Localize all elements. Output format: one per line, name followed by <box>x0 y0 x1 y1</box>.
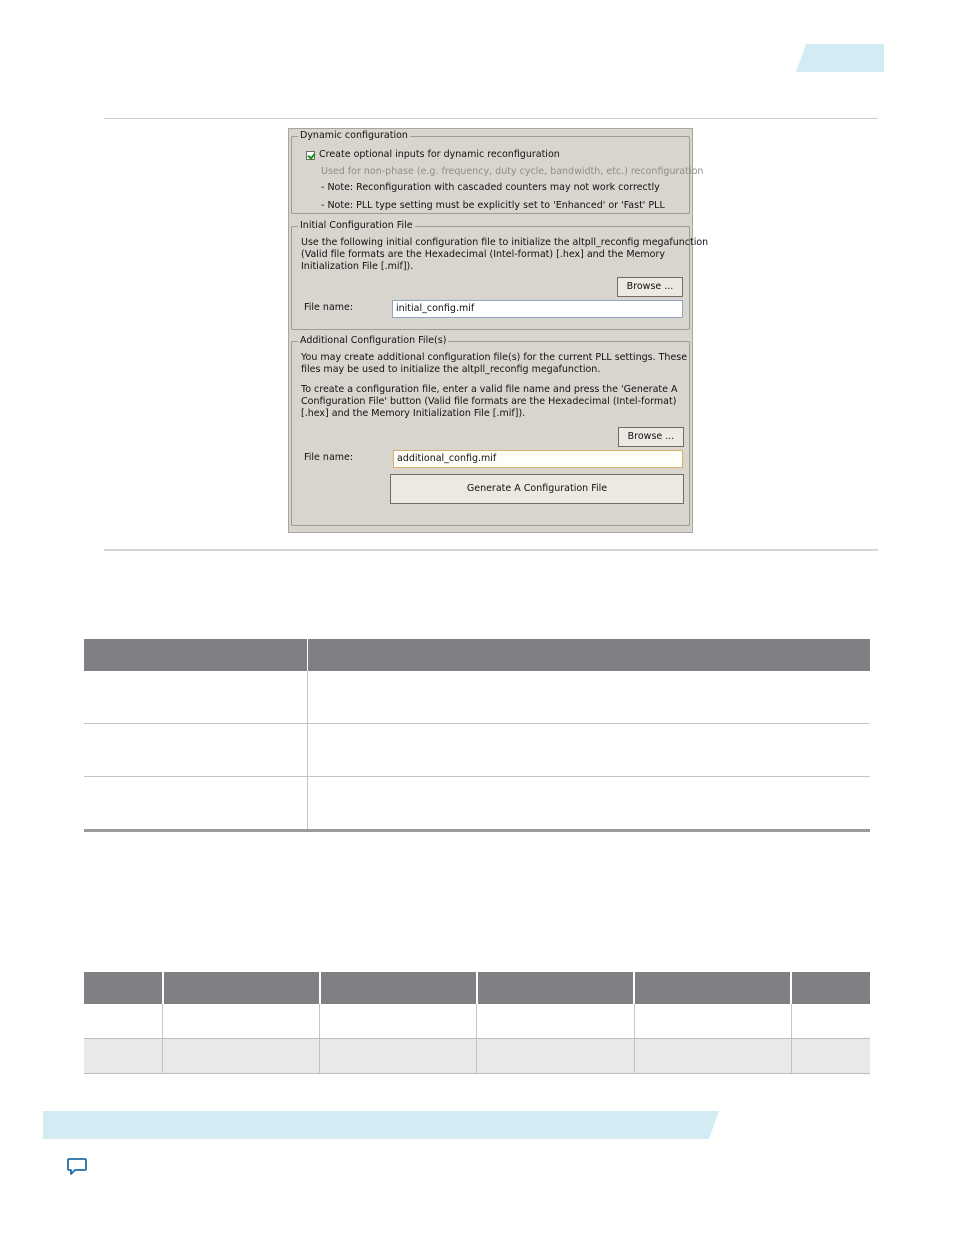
group-title: Dynamic configuration <box>300 130 408 141</box>
table-header-row <box>84 972 870 1004</box>
table-header-cell <box>634 972 791 1004</box>
table-row <box>84 777 870 831</box>
note-pll-type: - Note: PLL type setting must be explicitly set to 'Enhanced' or 'Fast' PLL <box>321 200 665 211</box>
table-cell <box>791 1004 870 1039</box>
initial-configuration-file-group <box>291 220 709 330</box>
table-cell <box>477 1004 634 1039</box>
browse-button[interactable]: Browse ... <box>617 277 683 297</box>
parameter-table <box>84 639 870 832</box>
table-cell <box>634 1039 791 1074</box>
table-cell <box>634 1004 791 1039</box>
description-line: Configuration File' button (Valid file formats are the Hexadecimal (Intel-format) <box>301 396 677 407</box>
table-header-cell <box>320 972 477 1004</box>
browse-button[interactable]: Browse ... <box>618 427 684 447</box>
bottom-divider <box>104 549 878 551</box>
settings-table <box>84 972 870 1074</box>
table-header-cell <box>163 972 320 1004</box>
table-cell <box>84 777 307 831</box>
table-row <box>84 1039 870 1074</box>
used-for-hint: Used for non-phase (e.g. frequency, duty cycle, bandwidth, etc.) reconfiguration <box>321 166 704 177</box>
table-cell <box>791 1039 870 1074</box>
table-cell <box>84 1039 163 1074</box>
description-line: To create a configuration file, enter a valid file name and press the 'Generate A <box>301 384 678 395</box>
speech-bubble-icon[interactable] <box>66 1156 88 1178</box>
table-header-cell <box>477 972 634 1004</box>
checkbox-checked-icon[interactable] <box>306 151 315 160</box>
table-header-cell <box>791 972 870 1004</box>
footer-bar <box>43 1111 719 1139</box>
description-line: (Valid file formats are the Hexadecimal (Intel-format) [.hex] and the Memory <box>301 249 666 260</box>
description-line: files may be used to initialize the altpll_reconfig megafunction. <box>301 364 601 375</box>
table-row <box>84 1004 870 1039</box>
description-line: Use the following initial configuration file to initialize the altpll_reconfig megafunction <box>301 237 709 248</box>
table-cell <box>307 671 870 724</box>
group-title: Additional Configuration File(s) <box>300 335 447 346</box>
checkbox-label[interactable]: Create optional inputs for dynamic reconfiguration <box>319 149 560 160</box>
table-cell <box>84 671 307 724</box>
table-row <box>84 724 870 777</box>
dynamic-configuration-group <box>291 130 704 214</box>
note-cascaded: - Note: Reconfiguration with cascaded counters may not work correctly <box>321 182 660 193</box>
table-cell <box>163 1004 320 1039</box>
table-cell <box>163 1039 320 1074</box>
table-cell <box>84 1004 163 1039</box>
description-line: Initialization File [.mif]). <box>301 261 414 272</box>
description-line: You may create additional configuration file(s) for the current PLL settings. These <box>301 352 688 363</box>
file-name-label: File name: <box>304 302 354 313</box>
description-line: [.hex] and the Memory Initialization File [.mif]). <box>301 408 526 419</box>
header-tab <box>796 44 884 72</box>
initial-file-name-input[interactable]: initial_config.mif <box>392 300 683 318</box>
table-cell <box>477 1039 634 1074</box>
top-divider <box>104 118 878 119</box>
generate-configuration-file-button[interactable]: Generate A Configuration File <box>390 474 684 504</box>
table-header-cell <box>307 639 870 671</box>
table-cell <box>307 777 870 831</box>
table-header-row <box>84 639 870 671</box>
table-row <box>84 671 870 724</box>
table-cell <box>320 1039 477 1074</box>
additional-file-name-input[interactable]: additional_config.mif <box>393 450 683 468</box>
table-cell <box>307 724 870 777</box>
table-header-cell <box>84 639 307 671</box>
table-cell <box>320 1004 477 1039</box>
file-name-label: File name: <box>304 452 354 463</box>
table-cell <box>84 724 307 777</box>
group-title: Initial Configuration File <box>300 220 413 231</box>
table-header-cell <box>84 972 163 1004</box>
pll-dynamic-config-dialog <box>288 128 709 533</box>
additional-configuration-files-group <box>291 335 690 526</box>
